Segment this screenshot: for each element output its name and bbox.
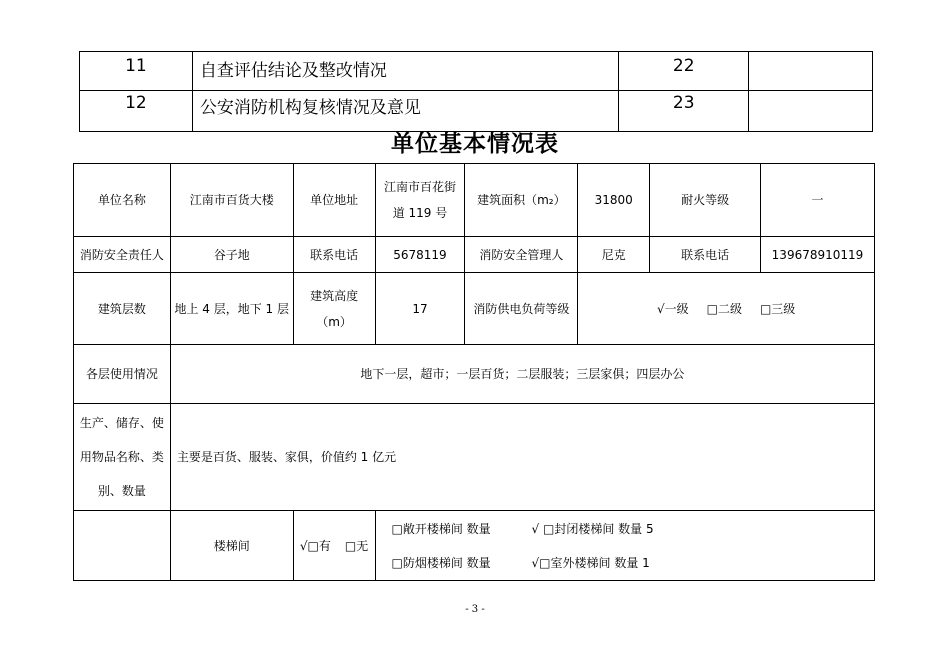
unit-info-table bbox=[73, 163, 875, 581]
goods-value: 主要是百货、服装、家俱，价值约 1 亿元 bbox=[170, 404, 874, 511]
open-stair-option: □敞开楼梯间 数量 bbox=[391, 521, 491, 536]
smoke-stair-option: □防烟楼梯间 数量 bbox=[391, 555, 491, 570]
stair-none-option: □无 bbox=[344, 538, 369, 553]
row-number: 12 bbox=[80, 91, 193, 132]
fire-rating-value: 一 bbox=[760, 164, 874, 237]
table-row bbox=[74, 164, 875, 237]
height-value: 17 bbox=[375, 273, 465, 345]
power-label: 消防供电负荷等级 bbox=[465, 273, 578, 345]
stair-has-option: √□有 bbox=[299, 538, 331, 553]
phone-label: 联系电话 bbox=[293, 237, 375, 273]
power-option-level2: □二级 bbox=[706, 301, 742, 316]
stair-presence bbox=[293, 511, 375, 581]
power-options bbox=[578, 273, 875, 345]
unit-address-label: 单位地址 bbox=[293, 164, 375, 237]
safety-responsible-value: 谷子地 bbox=[170, 237, 293, 273]
contents-table bbox=[79, 51, 873, 132]
floor-usage-value: 地下一层，超市；一层百货；二层服装；三层家俱；四层办公 bbox=[170, 345, 874, 404]
safety-responsible-label: 消防安全责任人 bbox=[74, 237, 171, 273]
table-row bbox=[74, 345, 875, 404]
outdoor-stair-option: √□室外楼梯间 数量 1 bbox=[531, 555, 650, 570]
stair-label: 楼梯间 bbox=[170, 511, 293, 581]
row-title: 自查评估结论及整改情况 bbox=[192, 52, 618, 91]
phone-value: 5678119 bbox=[375, 237, 465, 273]
table-row bbox=[74, 404, 875, 511]
phone-value: 139678910119 bbox=[760, 237, 874, 273]
area-value: 31800 bbox=[578, 164, 650, 237]
floors-label: 建筑层数 bbox=[74, 273, 171, 345]
row-page: 22 bbox=[619, 52, 749, 91]
table-row bbox=[74, 237, 875, 273]
height-label: 建筑高度 （m） bbox=[293, 273, 375, 345]
goods-label: 生产、储存、使 用物品名称、类 别、数量 bbox=[74, 404, 171, 511]
safety-manager-label: 消防安全管理人 bbox=[465, 237, 578, 273]
row-title: 公安消防机构复核情况及意见 bbox=[192, 91, 618, 132]
row-blank bbox=[749, 52, 873, 91]
power-option-level3: □三级 bbox=[759, 301, 796, 316]
unit-name-label: 单位名称 bbox=[74, 164, 171, 237]
page-title: 单位基本情况表 bbox=[391, 131, 559, 157]
floor-usage-label: 各层使用情况 bbox=[74, 345, 171, 404]
row-page: 23 bbox=[619, 91, 749, 132]
stair-types bbox=[375, 511, 874, 581]
page-number: - 3 - bbox=[465, 604, 485, 615]
row-number: 11 bbox=[80, 52, 193, 91]
stair-blank-cell bbox=[74, 511, 171, 581]
table-row bbox=[80, 52, 873, 91]
area-label: 建筑面积（m₂） bbox=[465, 164, 578, 237]
closed-stair-option: √ □封闭楼梯间 数量 5 bbox=[531, 521, 654, 536]
safety-manager-value: 尼克 bbox=[578, 237, 650, 273]
table-row bbox=[74, 511, 875, 581]
table-row bbox=[74, 273, 875, 345]
phone-label: 联系电话 bbox=[650, 237, 761, 273]
power-option-level1: √一级 bbox=[656, 301, 689, 316]
fire-rating-label: 耐火等级 bbox=[650, 164, 761, 237]
unit-address-value: 江南市百花街 道 119 号 bbox=[375, 164, 465, 237]
floors-value: 地上 4 层，地下 1 层 bbox=[170, 273, 293, 345]
unit-name-value: 江南市百货大楼 bbox=[170, 164, 293, 237]
